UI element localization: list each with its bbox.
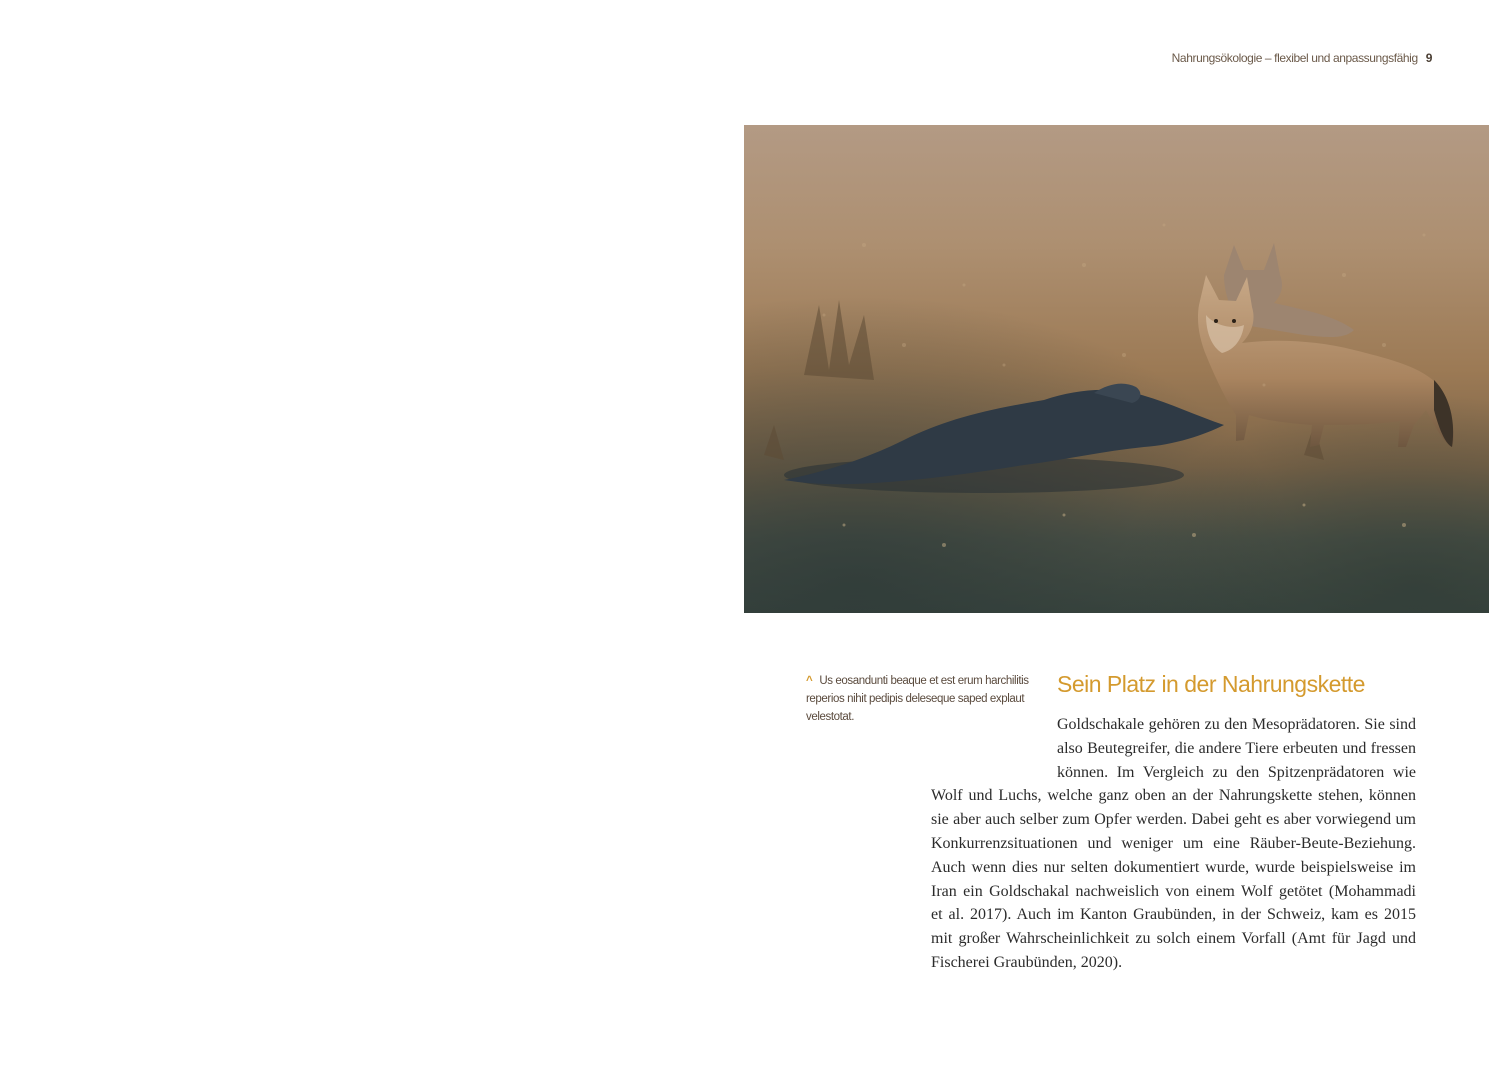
section-heading: Sein Platz in der Nahrungskette <box>1057 671 1365 697</box>
body-line: Konkurrenzsituationen und weniger um eine Räuber-Beute-Beziehung. <box>931 834 1416 852</box>
caption-line: reperios nihit pedipis deleseque saped explaut <box>806 693 1025 705</box>
body-text <box>931 713 1416 975</box>
body-line: Goldschakale gehören zu den Mesoprädatoren. Sie sind <box>1057 716 1416 733</box>
caption-line: velestotat. <box>806 711 855 723</box>
running-head <box>1172 51 1432 65</box>
body-line: Iran ein Goldschakal nachweislich von einem Wolf getötet (Mohammadi <box>931 882 1416 900</box>
body-line: sie aber auch selber zum Opfer werden. Dabei geht es aber vorwiegend um <box>931 811 1416 829</box>
body-line: können. Im Vergleich zu den Spitzenprädatoren wie <box>1057 763 1416 781</box>
caption-line <box>806 672 1036 690</box>
body-line: Wolf und Luchs, welche ganz oben an der Nahrungskette stehen, können <box>931 787 1416 805</box>
page-number: 9 <box>1425 51 1432 65</box>
jackal-photo <box>744 125 1489 613</box>
body-line: also Beutegreifer, die andere Tiere erbeuten und fressen <box>1057 739 1416 757</box>
running-head-title: Nahrungsökologie – flexibel und anpassungsfähig <box>1171 51 1418 65</box>
body-line: mit großer Wahrscheinlichkeit zu solch einem Vorfall (Amt für Jagd und <box>931 930 1416 948</box>
caption-text: Us eosandunti beaque et est erum harchilitis <box>819 675 1029 687</box>
body-line: Fischerei Graubünden, 2020). <box>931 953 1123 971</box>
body-line: Auch wenn dies nur selten dokumentiert wurde, wurde beispielsweise im <box>931 858 1416 876</box>
caret-icon: ^ <box>806 675 813 687</box>
body-line: et al. 2017). Auch im Kanton Graubünden, in der Schweiz, kam es 2015 <box>931 906 1416 924</box>
